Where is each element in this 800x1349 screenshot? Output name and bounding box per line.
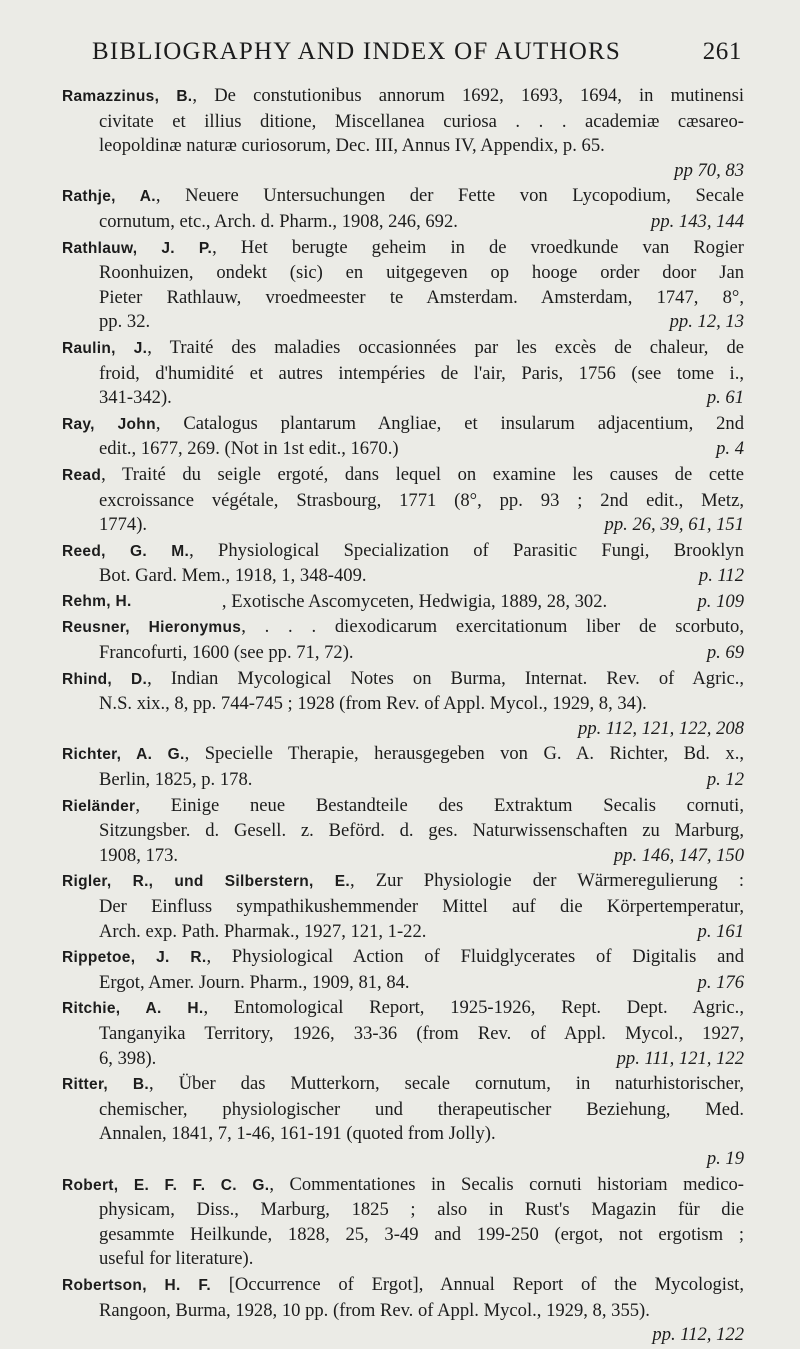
- entry-line: [62, 895, 744, 920]
- entry-line: [62, 564, 744, 589]
- entry-line: [62, 1223, 744, 1248]
- entry-line: [62, 1098, 744, 1123]
- bibliography-entry: [62, 794, 744, 869]
- entry-line: [62, 1047, 744, 1072]
- entry-first-line: [62, 869, 744, 895]
- bibliography-entry: [62, 1173, 744, 1272]
- page-references: p. 161: [697, 920, 744, 942]
- author-name: Rhind, D.: [62, 670, 148, 688]
- entry-text: N.S. xix., 8, pp. 744-745 ; 1928 (from Rev. of Appl. Mycol., 1929, 8, 34).: [99, 693, 647, 715]
- entry-line: [62, 210, 744, 235]
- entry-text: , Specielle Therapie, herausgegeben von G. A. Richter, Bd. x.,: [184, 743, 744, 765]
- author-name: Rieländer: [62, 797, 136, 815]
- page-references: p. 19: [706, 1147, 744, 1169]
- entry-text: edit., 1677, 269. (Not in 1st edit., 1670.): [99, 438, 399, 460]
- page-references: pp. 112, 121, 122, 208: [578, 717, 744, 739]
- author-name: Ramazzinus, B.: [62, 88, 193, 105]
- bibliography-entry: [62, 539, 744, 589]
- entry-text: gesammte Heilkunde, 1828, 25, 3-49 and 199-250 (ergot, not ergotism ;: [99, 1223, 744, 1245]
- page-references: pp. 112, 122: [652, 1324, 744, 1346]
- entry-first-line: [62, 412, 744, 438]
- entry-first-line: [62, 1273, 744, 1299]
- page-references: p. 176: [697, 971, 744, 993]
- entry-first-line: [62, 945, 744, 971]
- entry-text: , Catalogus plantarum Angliae, et insularum adjacentium, 2nd: [155, 412, 744, 434]
- page-references: p. 69: [706, 642, 744, 664]
- author-name: Reed, G. M.: [62, 542, 190, 560]
- author-name: Ritchie, A. H.: [62, 1000, 204, 1018]
- page-references: pp 70, 83: [674, 159, 744, 181]
- author-name: Rippetoe, J. R.: [62, 949, 207, 967]
- author-name: Ray, John: [62, 415, 156, 433]
- entry-first-line: [62, 1173, 744, 1199]
- entry-line: [62, 310, 744, 335]
- bibliography-entry: [62, 869, 744, 944]
- bibliography-entry: [62, 236, 744, 335]
- entry-text: cornutum, etc., Arch. d. Pharm., 1908, 246, 692.: [99, 210, 458, 232]
- entry-text: civitate et illius ditione, Miscellanea curiosa . . . academiæ cæsareo-: [99, 110, 744, 132]
- entry-line: [62, 819, 744, 844]
- running-header: [92, 38, 742, 66]
- entry-text: , Über das Mutterkorn, secale cornutum, in naturhistorischer,: [149, 1073, 745, 1095]
- entry-line: [62, 844, 744, 869]
- entry-line: [62, 286, 744, 311]
- page-references: pp. 143, 144: [651, 210, 744, 232]
- entry-line: [62, 1022, 744, 1047]
- entry-text: Der Einfluss sympathikushemmender Mittel auf die Körpertemperatur,: [99, 896, 744, 917]
- bibliography-entry: [62, 945, 744, 995]
- entry-text: 6, 398).: [99, 1047, 157, 1069]
- page-references: pp. 111, 121, 122: [616, 1047, 744, 1069]
- entry-text: excroissance végétale, Strasbourg, 1771 (8°, pp. 93 ; 2nd edit., Metz,: [99, 489, 744, 511]
- entry-text: , Traité des maladies occasionnées par les excès de chaleur, de: [147, 336, 744, 358]
- bibliography-entry: [62, 463, 744, 538]
- entry-first-line: [62, 184, 744, 210]
- entry-first-line: [62, 236, 744, 262]
- entry-text: , Traité du seigle ergoté, dans lequel on examine les causes de cette: [101, 463, 744, 485]
- bibliography-entry: [62, 412, 744, 462]
- entry-line: [62, 920, 744, 945]
- entry-text: [Occurrence of Ergot], Annual Report of the Mycologist,: [210, 1273, 744, 1295]
- bibliography-entry: [62, 184, 744, 234]
- bibliography-entry: [62, 590, 744, 615]
- entry-text: , Entomological Report, 1925-1926, Rept. Dept. Agric.,: [203, 997, 744, 1019]
- entry-line: [62, 692, 744, 717]
- bibliography-entry: [62, 667, 744, 742]
- entry-text: froid, d'humidité et autres intempéries de l'air, Paris, 1756 (see tome i.,: [99, 362, 744, 384]
- bibliography-entry: [62, 615, 744, 665]
- entry-text: Arch. exp. Path. Pharmak., 1927, 121, 1-22.: [99, 920, 427, 942]
- entry-text: , De constutionibus annorum 1692, 1693, 1694, in mutinensi: [192, 85, 744, 106]
- entry-text: , . . . diexodicarum exercitationum liber de scorbuto,: [241, 616, 744, 638]
- page-references: p. 61: [706, 387, 744, 409]
- entry-text: Pieter Rathlauw, vroedmeester te Amsterdam. Amsterdam, 1747, 8°,: [99, 286, 744, 308]
- entry-text: 341-342).: [99, 387, 172, 409]
- bibliography-entry: [62, 336, 744, 411]
- page-references: p. 109: [697, 590, 744, 612]
- entry-text: , Zur Physiologie der Wärmeregulierung :: [350, 870, 744, 892]
- entry-line: [62, 362, 744, 387]
- entry-first-line: [62, 590, 744, 615]
- author-name: Robert, E. F. F. C. G.: [62, 1176, 270, 1194]
- entry-text: Bot. Gard. Mem., 1918, 1, 348-409.: [99, 565, 367, 587]
- entry-text: Berlin, 1825, p. 178.: [99, 769, 253, 791]
- entry-text: Francofurti, 1600 (see pp. 71, 72).: [99, 642, 354, 664]
- author-name: Reusner, Hieronymus: [62, 619, 242, 637]
- entry-text: 1908, 173.: [99, 844, 179, 866]
- entry-first-line: [62, 336, 744, 362]
- author-name: Robertson, H. F.: [62, 1276, 211, 1294]
- entry-text: chemischer, physiologischer und therapeutischer Beziehung, Med.: [99, 1098, 744, 1120]
- entry-first-line: [62, 742, 744, 768]
- entry-text: , Exotische Ascomyceten, Hedwigia, 1889, 28, 302.: [221, 590, 608, 612]
- entry-line: [62, 437, 744, 462]
- entry-line: [62, 261, 744, 286]
- author-name: Rathlauw, J. P.: [62, 239, 213, 257]
- entry-text: Ergot, Amer. Journ. Pharm., 1909, 81, 84.: [99, 971, 410, 993]
- entry-text: Roonhuizen, ondekt (sic) en uitgegeven op hooge order door Jan: [99, 262, 744, 284]
- entry-line: [62, 110, 744, 135]
- header-title: BIBLIOGRAPHY AND INDEX OF AUTHORS: [92, 38, 621, 65]
- entry-text: Annalen, 1841, 7, 1-46, 161-191 (quoted from Jolly).: [99, 1123, 496, 1145]
- entry-line: [62, 489, 744, 514]
- bibliography-entry: [62, 996, 744, 1071]
- entry-line: [62, 768, 744, 793]
- entry-text: Rangoon, Burma, 1928, 10 pp. (from Rev. of Appl. Mycol., 1929, 8, 355).: [99, 1299, 650, 1321]
- bibliography-entry: [62, 742, 744, 792]
- entry-first-line: [62, 996, 744, 1022]
- entry-text: , Einige neue Bestandteile des Extraktum Secalis cornuti,: [135, 794, 744, 816]
- entry-text: leopoldinæ naturæ curiosorum, Dec. III, Annus IV, Appendix, p. 65.: [99, 135, 605, 157]
- entry-first-line: [62, 463, 744, 489]
- entry-first-line: [62, 1072, 744, 1098]
- entry-line: [62, 1299, 744, 1324]
- entry-text: Sitzungsber. d. Gesell. z. Beförd. d. ges. Naturwissenschaften zu Marburg,: [99, 820, 744, 842]
- entry-text: , Commentationes in Secalis cornuti historiam medico-: [269, 1173, 744, 1195]
- entry-line: [62, 513, 744, 538]
- entry-line: [62, 1122, 744, 1147]
- bibliography-entry: [62, 1072, 744, 1171]
- entry-text: , Het berugte geheim in de vroedkunde van Rogier: [212, 236, 745, 258]
- bibliography-entry: [62, 1273, 744, 1348]
- entry-first-line: [62, 84, 744, 110]
- entry-line: [62, 134, 744, 159]
- page-references: p. 4: [716, 438, 744, 460]
- entry-text: , Physiological Action of Fluidglycerates of Digitalis and: [206, 946, 744, 968]
- author-name: Raulin, J.: [62, 339, 148, 357]
- author-name: Rathje, A.: [62, 188, 156, 206]
- entry-text: physicam, Diss., Marburg, 1825 ; also in Rust's Magazin für die: [99, 1199, 744, 1221]
- entry-first-line: [62, 539, 744, 565]
- page-number: 261: [702, 38, 742, 65]
- entry-text: , Neuere Untersuchungen der Fette von Lycopodium, Secale: [155, 185, 744, 207]
- entry-line: [62, 386, 744, 411]
- page-references: pp. 26, 39, 61, 151: [604, 514, 744, 536]
- bibliography-entry: [62, 84, 744, 183]
- entry-line: [62, 971, 744, 996]
- author-name: Rigler, R., und Silberstern, E.: [62, 873, 350, 891]
- author-name: Richter, A. G.: [62, 746, 185, 764]
- entry-text: , Physiological Specialization of Parasitic Fungi, Brooklyn: [189, 539, 745, 561]
- page-references: p. 112: [698, 565, 744, 587]
- entry-text: useful for literature).: [99, 1248, 254, 1270]
- author-name: Read: [62, 466, 102, 484]
- entry-first-line: [62, 667, 744, 693]
- page-references: pp. 12, 13: [669, 311, 744, 333]
- entry-line: [62, 1247, 744, 1272]
- entry-first-line: [62, 794, 744, 820]
- entry-text: 1774).: [99, 514, 148, 536]
- author-name: Ritter, B.: [62, 1076, 150, 1094]
- entry-line: [62, 1198, 744, 1223]
- page-references: pp. 146, 147, 150: [613, 844, 744, 866]
- entry-line: [62, 641, 744, 666]
- entry-text: pp. 32.: [99, 311, 151, 333]
- entry-text: Tanganyika Territory, 1926, 33-36 (from Rev. of Appl. Mycol., 1927,: [99, 1022, 744, 1044]
- bibliography-list: [62, 84, 744, 1349]
- author-name: Rehm, H.: [62, 592, 132, 610]
- entry-text: , Indian Mycological Notes on Burma, Internat. Rev. of Agric.,: [147, 667, 745, 689]
- page-references: p. 12: [706, 769, 744, 791]
- entry-first-line: [62, 615, 744, 641]
